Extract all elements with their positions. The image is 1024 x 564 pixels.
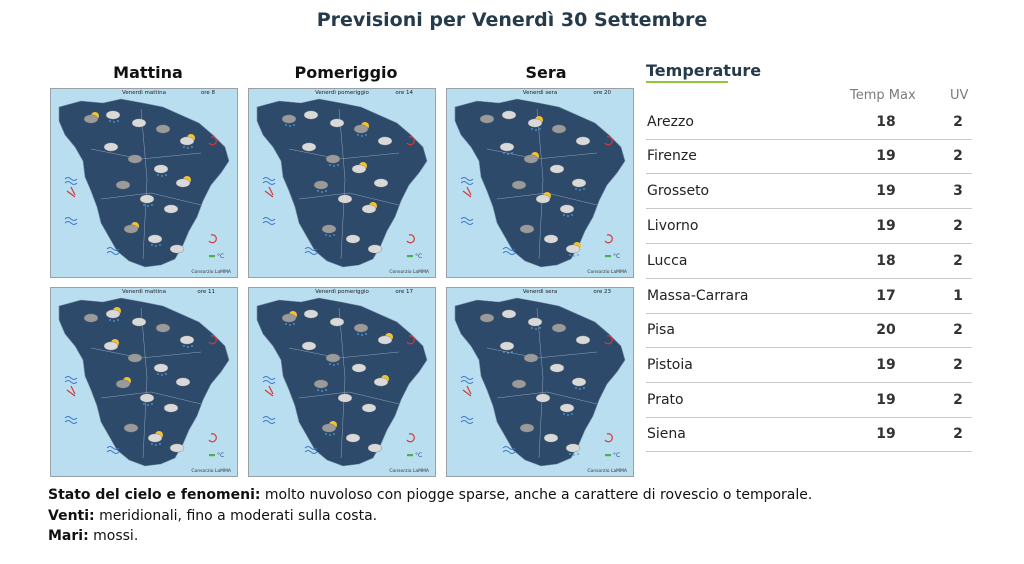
period-label-morning: Mattina xyxy=(113,63,183,82)
table-row xyxy=(646,140,972,174)
city-name: Lucca xyxy=(647,253,688,269)
map-hour: ore 20 xyxy=(593,90,611,96)
city-name: Siena xyxy=(647,426,686,442)
city-name: Grosseto xyxy=(647,183,710,199)
map-credit: Consorzio LaMMA xyxy=(587,270,627,275)
sky-description xyxy=(48,487,812,503)
temp-max-value: 19 xyxy=(876,357,896,373)
temp-max-value: 19 xyxy=(876,148,896,164)
forecast-map-evening-23[interactable] xyxy=(446,287,634,477)
forecast-map-morning-11[interactable] xyxy=(50,287,238,477)
city-name: Pistoia xyxy=(647,357,693,373)
uv-value: 3 xyxy=(953,183,963,199)
period-label-afternoon: Pomeriggio xyxy=(294,63,398,82)
map-hour: ore 14 xyxy=(395,90,413,96)
uv-value: 2 xyxy=(953,253,963,269)
uv-value: 2 xyxy=(953,218,963,234)
temp-max-value: 17 xyxy=(876,288,896,304)
tuscany-map-graphic xyxy=(51,288,238,477)
map-legend-unit: °C xyxy=(217,452,225,459)
map-title: Venerdì sera xyxy=(522,289,558,295)
col-header-uv: UV xyxy=(950,88,969,103)
tuscany-map-graphic xyxy=(249,288,436,477)
uv-value: 2 xyxy=(953,148,963,164)
temp-max-value: 19 xyxy=(876,183,896,199)
temp-max-value: 20 xyxy=(876,322,896,338)
tuscany-map-graphic xyxy=(249,89,436,278)
forecast-map-afternoon-14[interactable] xyxy=(248,88,436,278)
map-legend-unit: °C xyxy=(217,253,225,260)
table-row xyxy=(646,314,972,348)
city-name: Arezzo xyxy=(647,114,694,130)
uv-value: 2 xyxy=(953,322,963,338)
page-title: Previsioni per Venerdì 30 Settembre xyxy=(316,9,708,31)
temp-max-value: 18 xyxy=(876,253,896,269)
wind-label: Venti: xyxy=(48,508,95,524)
city-name: Firenze xyxy=(647,148,697,164)
uv-value: 2 xyxy=(953,114,963,130)
sea-text: mossi. xyxy=(93,528,139,544)
map-title: Venerdì pomeriggio xyxy=(315,289,369,295)
forecast-map-afternoon-17[interactable] xyxy=(248,287,436,477)
map-title: Venerdì mattina xyxy=(122,289,166,295)
map-legend-unit: °C xyxy=(415,253,423,260)
city-name: Prato xyxy=(647,392,684,408)
map-title: Venerdì mattina xyxy=(122,90,166,96)
temp-max-value: 19 xyxy=(876,392,896,408)
sky-text: molto nuvoloso con piogge sparse, anche a carattere di rovescio o temporale. xyxy=(264,487,813,503)
forecast-map-morning-8[interactable] xyxy=(50,88,238,278)
sky-label: Stato del cielo e fenomeni: xyxy=(48,487,261,503)
map-legend-unit: °C xyxy=(613,253,621,260)
table-row xyxy=(646,245,972,279)
wind-description xyxy=(48,508,377,524)
map-credit: Consorzio LaMMA xyxy=(389,270,429,275)
table-row xyxy=(646,384,972,418)
table-row xyxy=(646,175,972,209)
temp-max-value: 18 xyxy=(876,114,896,130)
map-legend-unit: °C xyxy=(613,452,621,459)
heading-underline xyxy=(646,81,728,83)
forecast-map-evening-20[interactable] xyxy=(446,88,634,278)
sea-label: Mari: xyxy=(48,528,89,544)
uv-value: 2 xyxy=(953,392,963,408)
map-credit: Consorzio LaMMA xyxy=(191,469,231,474)
table-row xyxy=(646,349,972,383)
table-row xyxy=(646,280,972,314)
map-legend-unit: °C xyxy=(415,452,423,459)
table-row xyxy=(646,210,972,244)
uv-value: 1 xyxy=(953,288,963,304)
map-title: Venerdì sera xyxy=(522,90,558,96)
temperature-heading: Temperature xyxy=(646,61,762,80)
tuscany-map-graphic xyxy=(447,288,634,477)
table-row xyxy=(646,106,972,140)
temp-max-value: 19 xyxy=(876,218,896,234)
map-hour: ore 11 xyxy=(197,289,215,295)
map-title: Venerdì pomeriggio xyxy=(315,90,369,96)
city-name: Pisa xyxy=(647,322,675,338)
map-hour: ore 23 xyxy=(593,289,611,295)
map-credit: Consorzio LaMMA xyxy=(389,469,429,474)
map-hour: ore 8 xyxy=(200,90,215,96)
temp-max-value: 19 xyxy=(876,426,896,442)
map-credit: Consorzio LaMMA xyxy=(191,270,231,275)
map-hour: ore 17 xyxy=(395,289,413,295)
wind-text: meridionali, fino a moderati sulla costa. xyxy=(99,508,378,524)
uv-value: 2 xyxy=(953,426,963,442)
period-label-evening: Sera xyxy=(525,63,567,82)
col-header-temp-max: Temp Max xyxy=(850,88,916,103)
table-row xyxy=(646,418,972,452)
city-name: Massa-Carrara xyxy=(647,288,749,304)
uv-value: 2 xyxy=(953,357,963,373)
tuscany-map-graphic xyxy=(51,89,238,278)
city-name: Livorno xyxy=(647,218,699,234)
map-credit: Consorzio LaMMA xyxy=(587,469,627,474)
tuscany-map-graphic xyxy=(447,89,634,278)
sea-description xyxy=(48,528,138,544)
